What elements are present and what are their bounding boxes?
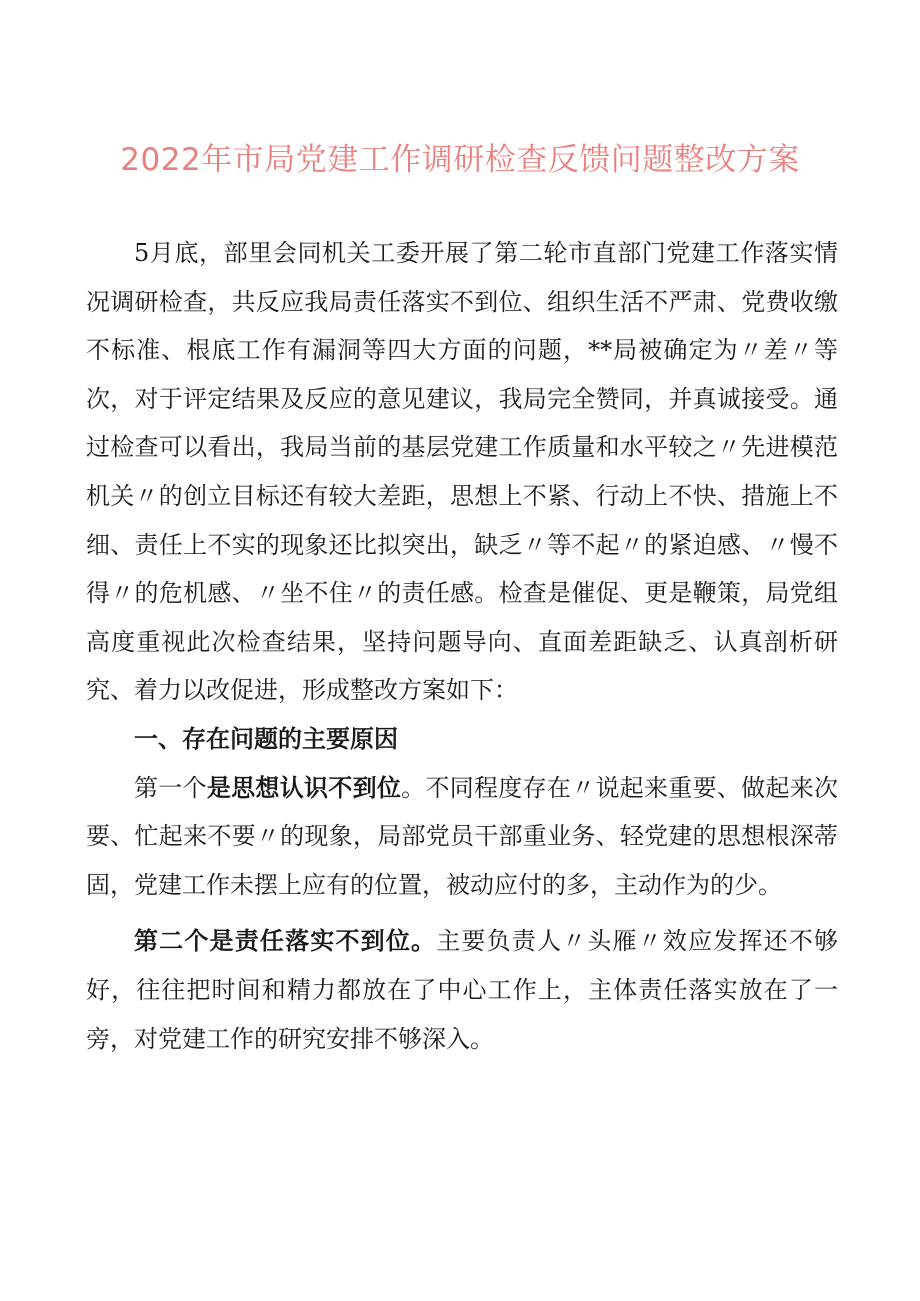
cause-1-lead: 是思想认识不到位 [206, 773, 402, 802]
intro-paragraph: 5月底，部里会同机关工委开展了第二轮市直部门党建工作落实情况调研检查，共反应我局责任落实不到位、组织生活不严肃、党费收缴不标准、根底工作有漏洞等四大方面的问题，**局被确定为〃差〃等次，对于评定结果及反应的意见建议，我局完全赞同，并真诚接受。通过检查可以看出，我局当前的基层党建工作质量和水平较之〃先进模范机关〃的创立目标还有较大差距，思想上不紧、行动上不快、措施上不细、责任上不实的现象还比拟突出，缺乏〃等不起〃的紧迫感、〃慢不得〃的危机感、〃坐不住〃的责任感。检查是催促、更是鞭策，局党组高度重视此次检查结果，坚持问题导向、直面差距缺乏、认真剖析研究、着力以改促进，形成整改方案如下： [86, 239, 838, 705]
cause-1-prefix: 第一个 [134, 773, 207, 802]
document-title: 2022年市局党建工作调研检查反馈问题整改方案 [120, 142, 800, 178]
cause-paragraph-2 [86, 917, 838, 1063]
cause-2-lead: 第二个是责任落实不到位。 [134, 927, 437, 956]
document-body [86, 229, 838, 1063]
cause-paragraph-1 [86, 764, 838, 910]
section-heading: 一、存在问题的主要原因 [134, 724, 398, 753]
cause-1-text: 。不同程度存在〃说起来重要、做起来次要、忙起来不要〃的现象，局部党员干部重业务、轻党建的思想根深蒂固，党建工作未摆上应有的位置，被动应付的多，主动作为的少。 [86, 773, 839, 899]
cause-2-text: 主要负责人〃头雁〃效应发挥还不够好，往往把时间和精力都放在了中心工作上，主体责任落实放在了一旁，对党建工作的研究安排不够深入。 [86, 927, 839, 1053]
